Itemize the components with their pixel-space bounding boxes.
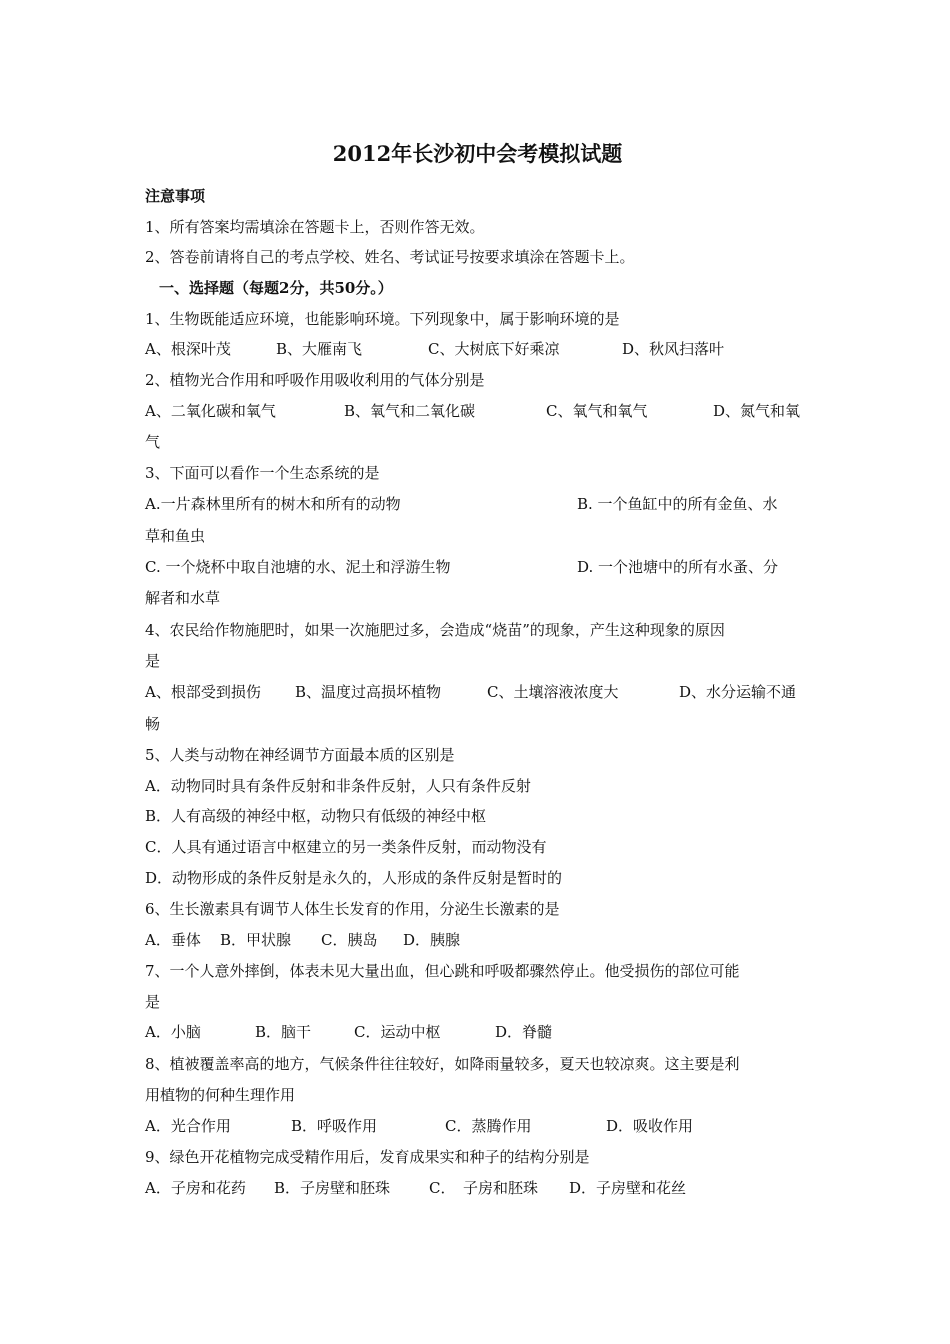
question-3-option-c: C. 一个烧杯中取自池塘的水、泥土和浮游生物	[145, 558, 451, 576]
question-6-option-b: B．甲状腺	[220, 931, 292, 949]
question-2-stem: 2、植物光合作用和呼吸作用吸收利用的气体分别是	[145, 371, 485, 389]
question-7-stem: 7、一个人意外摔倒，体表未见大量出血，但心跳和呼吸都骤然停止。他受损伤的部位可能	[145, 962, 740, 980]
question-7-option-d: D．脊髓	[495, 1023, 553, 1041]
question-3-stem: 3、下面可以看作一个生态系统的是	[145, 464, 380, 482]
question-3-option-b-wrap: 草和鱼虫	[145, 527, 206, 545]
exam-title: 2012年长沙初中会考模拟试题	[332, 141, 623, 166]
question-4-option-d-wrap: 畅	[145, 715, 161, 733]
question-8-stem-wrap: 用植物的何种生理作用	[145, 1086, 296, 1104]
question-2-option-d: D、氮气和氧	[713, 402, 801, 420]
notice-item-2: 2、答卷前请将自己的考点学校、姓名、考试证号按要求填涂在答题卡上。	[145, 248, 635, 266]
question-3-option-d-wrap: 解者和水草	[145, 589, 221, 607]
notice-heading: 注意事项	[145, 187, 206, 205]
question-3-option-b: B. 一个鱼缸中的所有金鱼、水	[577, 495, 778, 513]
question-2-option-d-wrap: 气	[145, 433, 161, 451]
question-9-option-b: B．子房壁和胚珠	[274, 1179, 391, 1197]
question-1-option-b: B、大雁南飞	[276, 340, 363, 358]
question-7-option-a: A．小脑	[145, 1023, 201, 1041]
section-heading: 一、选择题（每题2分，共50分。）	[159, 279, 393, 297]
question-6-option-a: A．垂体	[145, 931, 201, 949]
question-2-option-c: C、氧气和氧气	[546, 402, 648, 420]
question-9-stem: 9、绿色开花植物完成受精作用后，发育成果实和种子的结构分别是	[145, 1148, 590, 1166]
question-9-option-d: D．子房壁和花丝	[569, 1179, 687, 1197]
question-5-stem: 5、人类与动物在神经调节方面最本质的区别是	[145, 746, 455, 764]
question-8-option-d: D．吸收作用	[606, 1117, 694, 1135]
question-1-stem: 1、生物既能适应环境，也能影响环境。下列现象中，属于影响环境的是	[145, 310, 620, 328]
question-7-option-b: B．脑干	[255, 1023, 312, 1041]
question-3-option-a: A.一片森林里所有的树木和所有的动物	[145, 495, 401, 513]
question-8-option-c: C．蒸腾作用	[445, 1117, 532, 1135]
question-3-option-d: D. 一个池塘中的所有水蚤、分	[577, 558, 779, 576]
question-4-stem-wrap: 是	[145, 652, 161, 670]
question-2-option-b: B、氧气和二氧化碳	[344, 402, 476, 420]
question-5-option-c: C．人具有通过语言中枢建立的另一类条件反射，而动物没有	[145, 838, 547, 856]
question-5-option-a: A．动物同时具有条件反射和非条件反射，人只有条件反射	[145, 777, 531, 795]
question-7-option-c: C．运动中枢	[354, 1023, 441, 1041]
question-8-option-b: B．呼吸作用	[291, 1117, 378, 1135]
notice-item-1: 1、所有答案均需填涂在答题卡上，否则作答无效。	[145, 218, 485, 236]
question-6-option-c: C．胰岛	[321, 931, 378, 949]
question-9-option-c: C． 子房和胚珠	[429, 1179, 538, 1197]
question-1-option-d: D、秋风扫落叶	[622, 340, 725, 358]
question-5-option-d: D．动物形成的条件反射是永久的，人形成的条件反射是暂时的	[145, 869, 563, 887]
question-6-stem: 6、生长激素具有调节人体生长发育的作用，分泌生长激素的是	[145, 900, 560, 918]
question-8-option-a: A．光合作用	[145, 1117, 231, 1135]
question-1-option-c: C、大树底下好乘凉	[428, 340, 560, 358]
question-4-option-b: B、温度过高损坏植物	[295, 683, 442, 701]
question-4-option-d: D、水分运输不通	[679, 683, 797, 701]
question-6-option-d: D．胰腺	[403, 931, 461, 949]
question-4-option-a: A、根部受到损伤	[145, 683, 261, 701]
question-4-option-c: C、土壤溶液浓度大	[487, 683, 619, 701]
question-5-option-b: B．人有高级的神经中枢，动物只有低级的神经中枢	[145, 807, 487, 825]
question-9-option-a: A．子房和花药	[145, 1179, 246, 1197]
question-7-stem-wrap: 是	[145, 993, 161, 1011]
question-8-stem: 8、植被覆盖率高的地方，气候条件往往较好，如降雨量较多，夏天也较凉爽。这主要是利	[145, 1055, 740, 1073]
question-4-stem: 4、农民给作物施肥时，如果一次施肥过多，会造成“烧苗”的现象，产生这种现象的原因	[145, 621, 725, 639]
question-1-option-a: A、根深叶茂	[145, 340, 231, 358]
question-2-option-a: A、二氧化碳和氧气	[145, 402, 276, 420]
